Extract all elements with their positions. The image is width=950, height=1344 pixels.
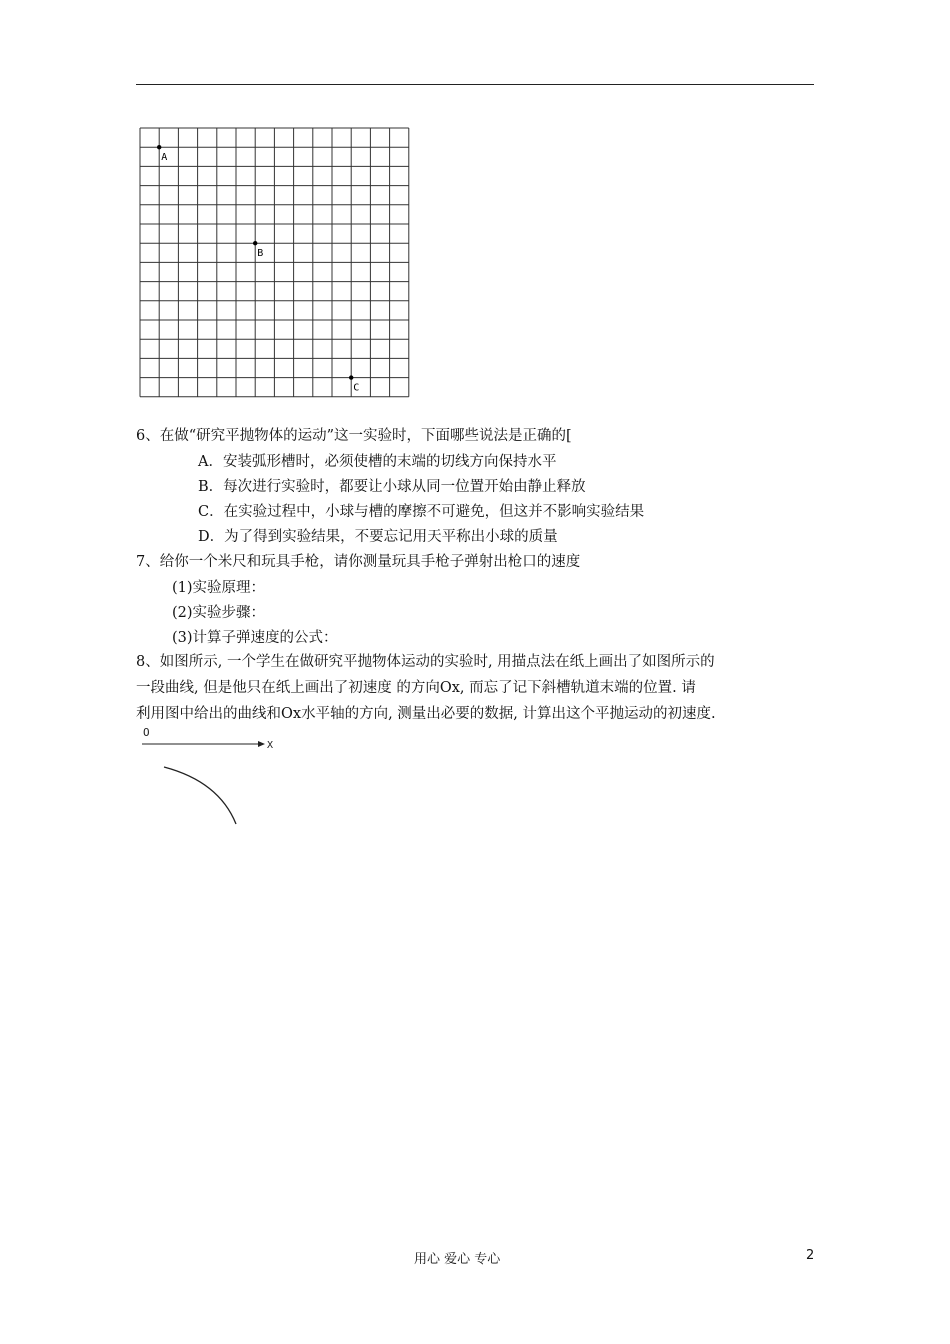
point-b-label: B: [257, 248, 264, 260]
q7-stem: 7、给你一个米尺和玩具手枪，请你测量玩具手枪子弹射出枪口的速度: [136, 554, 581, 570]
origin-label: O: [143, 726, 150, 739]
point-c-label: C: [353, 382, 360, 394]
footer-slogan: 用心 爱心 专心: [414, 1252, 501, 1267]
point-b-dot: [253, 241, 257, 245]
curve-figure: [138, 722, 298, 832]
q6-option-c: C．在实验过程中，小球与槽的摩擦不可避免，但这并不影响实验结果: [198, 504, 645, 520]
q6-stem: 6、在做“研究平抛物体的运动”这一实验时，下面哪些说法是正确的[: [136, 428, 572, 444]
q7-part-2: (2)实验步骤：: [172, 605, 266, 621]
trajectory-curve: [164, 767, 236, 824]
q8-line-2: 一段曲线, 但是他只在纸上画出了初速度 的方向Ox, 而忘了记下斜槽轨道末端的位置. 请: [136, 680, 696, 696]
q8-line-3: 利用图中给出的曲线和Ox水平轴的方向, 测量出必要的数据, 计算出这个平抛运动的初速度.: [136, 706, 716, 722]
q6-option-a: A．安装弧形槽时，必须使槽的末端的切线方向保持水平: [198, 454, 557, 470]
point-a-label: A: [161, 152, 168, 164]
page-number: 2: [806, 1248, 815, 1263]
q8-line-1: 8、如图所示, 一个学生在做研究平抛物体运动的实验时, 用描点法在纸上画出了如图所示的: [136, 654, 715, 670]
x-axis-arrow-icon: [258, 741, 265, 747]
point-a-dot: [157, 145, 161, 149]
header-rule: [136, 84, 814, 85]
q7-part-3: (3)计算子弹速度的公式：: [172, 630, 338, 646]
x-axis-label: X: [267, 740, 274, 751]
q6-option-d: D．为了得到实验结果，不要忘记用天平称出小球的质量: [198, 529, 558, 545]
grid-figure: [138, 126, 412, 400]
q6-option-b: B．每次进行实验时，都要让小球从同一位置开始由静止释放: [198, 479, 586, 495]
q7-part-1: (1)实验原理：: [172, 580, 266, 596]
point-c-dot: [349, 375, 353, 379]
